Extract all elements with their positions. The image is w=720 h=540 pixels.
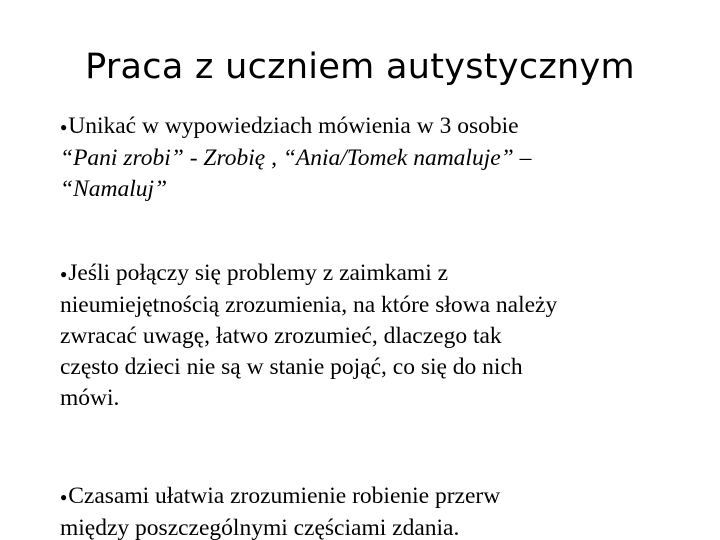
bullet-point-2 — [60, 258, 690, 414]
bullet-line: “Namaluj” — [60, 176, 168, 202]
bullet-line: mówi. — [60, 385, 120, 411]
bullet-line: często dzieci nie są w stanie pojąć, co się do nich — [60, 354, 523, 380]
bullet-line — [60, 481, 690, 513]
bullet-dot-icon: ● — [60, 490, 68, 504]
bullet-point-3 — [60, 481, 690, 540]
bullet-dot-icon: ● — [60, 120, 68, 134]
bullet-text: Unikać w wypowiedziach mówienia w 3 osobie — [68, 113, 519, 139]
bullet-dot-icon: ● — [60, 267, 68, 281]
bullet-line: zwracać uwagę, łatwo zrozumieć, dlaczego tak — [60, 323, 502, 349]
bullet-line: “Pani zrobi” - Zrobię , “Ania/Tomek namaluje” – — [60, 145, 532, 171]
slide-title: Praca z uczniem autystycznym — [85, 47, 635, 87]
bullet-point-1 — [60, 111, 690, 205]
bullet-line: między poszczególnymi częściami zdania. — [60, 515, 460, 540]
bullet-line — [60, 258, 690, 290]
bullet-text: Czasami ułatwia zrozumienie robienie przerw — [68, 483, 501, 509]
bullet-text: Jeśli połączy się problemy z zaimkami z — [68, 260, 449, 286]
bullet-line — [60, 111, 690, 143]
bullet-line: nieumiejętnością zrozumienia, na które słowa należy — [60, 292, 558, 318]
